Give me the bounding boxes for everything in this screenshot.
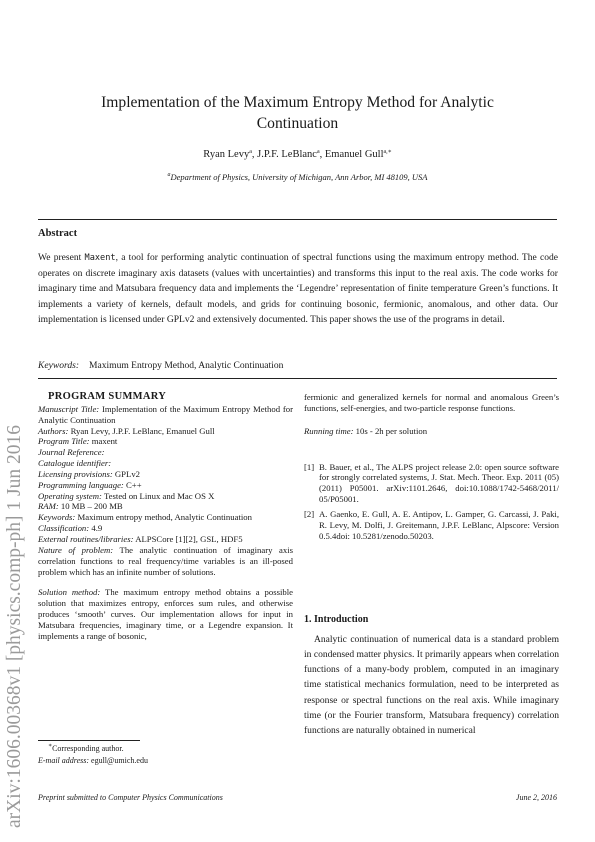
field-value: GPLv2 bbox=[114, 468, 141, 479]
summary-field bbox=[38, 426, 293, 437]
introduction-heading: 1. Introduction bbox=[304, 614, 369, 625]
program-name-code: Maxent bbox=[84, 253, 116, 263]
author-affiliation-mark: a bbox=[316, 149, 320, 155]
abstract-text-start: We present bbox=[38, 252, 85, 263]
summary-field bbox=[38, 512, 293, 523]
summary-field bbox=[38, 545, 293, 578]
paper-title: Implementation of the Maximum Entropy Method for Analytic Continuation bbox=[101, 94, 494, 132]
field-label: Authors: bbox=[38, 425, 69, 436]
summary-field bbox=[38, 501, 293, 512]
affiliation-mark: a bbox=[167, 172, 171, 178]
summary-field bbox=[38, 404, 293, 426]
field-label: Manuscript Title: bbox=[38, 403, 100, 414]
field-value: The maximum entropy method obtains a possible solution that maximizes entropy, enforces sum rules, and otherwise produces ‘smooth’ curves. Our implementation allows for input in Matsubara frequencies, imaginary time, or a Legendre expansion. It implements a range of bosonic, bbox=[38, 587, 293, 641]
field-value: The analytic continuation of imaginary axis correlation functions to real frequency/time variables is an ill-posed problem which has an infinite number of solutions. bbox=[38, 544, 294, 577]
keywords-value: Maximum Entropy Method, Analytic Continuation bbox=[89, 360, 284, 371]
field-label: Catalogue identifier: bbox=[38, 458, 112, 469]
field-value: C++ bbox=[126, 479, 142, 490]
email-label: E-mail address: bbox=[38, 756, 90, 765]
abstract-top-rule bbox=[38, 219, 557, 220]
summary-field bbox=[38, 587, 293, 641]
introduction-text: Analytic continuation of numerical data is a standard problem in condensed matter physics. It primarily appears when correlation functions of a many-body problem, computed in an imaginary time statistical mechanics formulation, need to be interpreted as response or spectral functions on the real axis. While imaginary time (or the Fourier transform, Matsubara frequency) correlation functions are naturally obtained in numerical bbox=[304, 634, 559, 736]
author-list: Ryan Levy$^a$, J.P.F. LeBlanc$^a$, Emanuel Gull$^{a,∗}$ bbox=[203, 149, 392, 160]
author-name: Emanuel Gull bbox=[324, 149, 384, 160]
summary-field bbox=[38, 469, 293, 480]
affiliation-text: Department of Physics, University of Michigan, Ann Arbor, MI 48109, USA bbox=[170, 172, 428, 182]
reference-item bbox=[304, 509, 559, 542]
field-label: Keywords: bbox=[38, 512, 76, 523]
summary-field bbox=[38, 447, 293, 458]
program-summary-heading: PROGRAM SUMMARY bbox=[48, 391, 167, 402]
footnote-corresponding bbox=[38, 743, 293, 755]
author-affiliation-mark: a,∗ bbox=[383, 149, 392, 155]
reference-number: [2] bbox=[304, 508, 315, 519]
field-value: ALPSCore [1][2], GSL, HDF5 bbox=[135, 533, 243, 544]
reference-text: A. Gaenko, E. Gull, A. E. Antipov, L. Gamper, G. Carcassi, J. Paki, R. Levy, M. Dolfi, J. Greitemann, J.P.F. LeBlanc, Alpscore: Version 0.5.4doi: 10.5281/zenodo.50203. bbox=[319, 508, 559, 541]
field-label: Licensing provisions: bbox=[38, 468, 113, 479]
field-label: Programming language: bbox=[38, 479, 124, 490]
running-time-value: 10s - 2h per solution bbox=[355, 425, 428, 436]
field-value: Tested on Linux and Mac OS X bbox=[103, 490, 215, 501]
affiliation bbox=[0, 172, 595, 182]
reference-item bbox=[304, 462, 559, 505]
keywords-label: Keywords: bbox=[38, 360, 80, 371]
abstract-text-rest: , a tool for performing analytic continuation of spectral functions using the maximum entropy method. The code operates on discrete imaginary axis datasets (values with uncertainties) and transforms this input to the real axis. The code works for imaginary time and Matsubara frequency data and implements the ‘Legendre’ representation of finite temperature Green’s functions. It implements a variety of kernels, default models, and grids for continuing bosonic, fermionic, anomalous, and other data. Our implementation is licensed under GPLv2 and extensively documented. This paper shows the use of the programs in detail. bbox=[38, 252, 558, 325]
field-label: Program Title: bbox=[38, 436, 90, 447]
preprint-date: June 2, 2016 bbox=[515, 793, 557, 802]
summary-field bbox=[38, 534, 293, 545]
field-label: External routines/libraries: bbox=[38, 533, 134, 544]
summary-field bbox=[38, 480, 293, 491]
reference-number: [1] bbox=[304, 461, 315, 472]
field-label: Solution method: bbox=[38, 587, 101, 598]
summary-field bbox=[38, 491, 293, 502]
footnote-mark: ∗ bbox=[48, 743, 53, 749]
footnote bbox=[38, 740, 293, 767]
field-value: Ryan Levy, J.P.F. LeBlanc, Emanuel Gull bbox=[70, 425, 215, 436]
running-time bbox=[304, 426, 559, 437]
reference-text: B. Bauer, et al., The ALPS project release 2.0: open source software for strongly correlated systems, J. Stat. Mech. Theor. Exp. 2011 (05) (2011) P05001. arXiv:1101.2646, doi:10.1088/1742-5468/2011/ 05/P05001. bbox=[319, 461, 559, 505]
arxiv-stamp: arXiv:1606.00368v1 [physics.comp-ph] 1 Jun 2016 bbox=[4, 425, 25, 828]
field-label: Journal Reference: bbox=[38, 447, 105, 458]
abstract-heading: Abstract bbox=[38, 228, 78, 239]
field-label: Classification: bbox=[38, 523, 90, 534]
preprint-notice: Preprint submitted to Computer Physics Communications bbox=[38, 793, 223, 802]
footnote-rule bbox=[38, 740, 140, 741]
right-column bbox=[304, 392, 559, 541]
solution-method-continued: fermionic and generalized kernels for normal and anomalous Green’s functions, self-energies, and two-particle response functions. bbox=[304, 392, 559, 413]
running-time-label: Running time: bbox=[304, 425, 354, 436]
author-name: Ryan Levy bbox=[203, 149, 250, 160]
footnote-email bbox=[38, 755, 293, 767]
field-label: RAM: bbox=[38, 501, 59, 512]
field-value: 10 MB – 200 MB bbox=[60, 501, 123, 512]
summary-field bbox=[38, 523, 293, 534]
field-value: Implementation of the Maximum Entropy Method for Analytic Continuation bbox=[38, 403, 294, 425]
keywords bbox=[38, 360, 558, 371]
field-value: maxent bbox=[91, 436, 118, 447]
field-value: 4.9 bbox=[91, 523, 103, 534]
field-value: Maximum entropy method, Analytic Continuation bbox=[77, 512, 252, 523]
summary-field bbox=[38, 436, 293, 447]
field-label: Nature of problem: bbox=[38, 544, 114, 555]
abstract-text bbox=[38, 250, 558, 327]
corresponding-author-text: Corresponding author. bbox=[52, 744, 124, 753]
program-summary bbox=[38, 392, 293, 642]
field-label: Operating system: bbox=[38, 490, 102, 501]
author-name: J.P.F. LeBlanc bbox=[257, 149, 317, 160]
abstract-bottom-rule bbox=[38, 378, 557, 379]
author-affiliation-mark: a bbox=[249, 149, 252, 155]
email-address[interactable]: egull@umich.edu bbox=[91, 756, 148, 765]
summary-field bbox=[38, 458, 293, 469]
